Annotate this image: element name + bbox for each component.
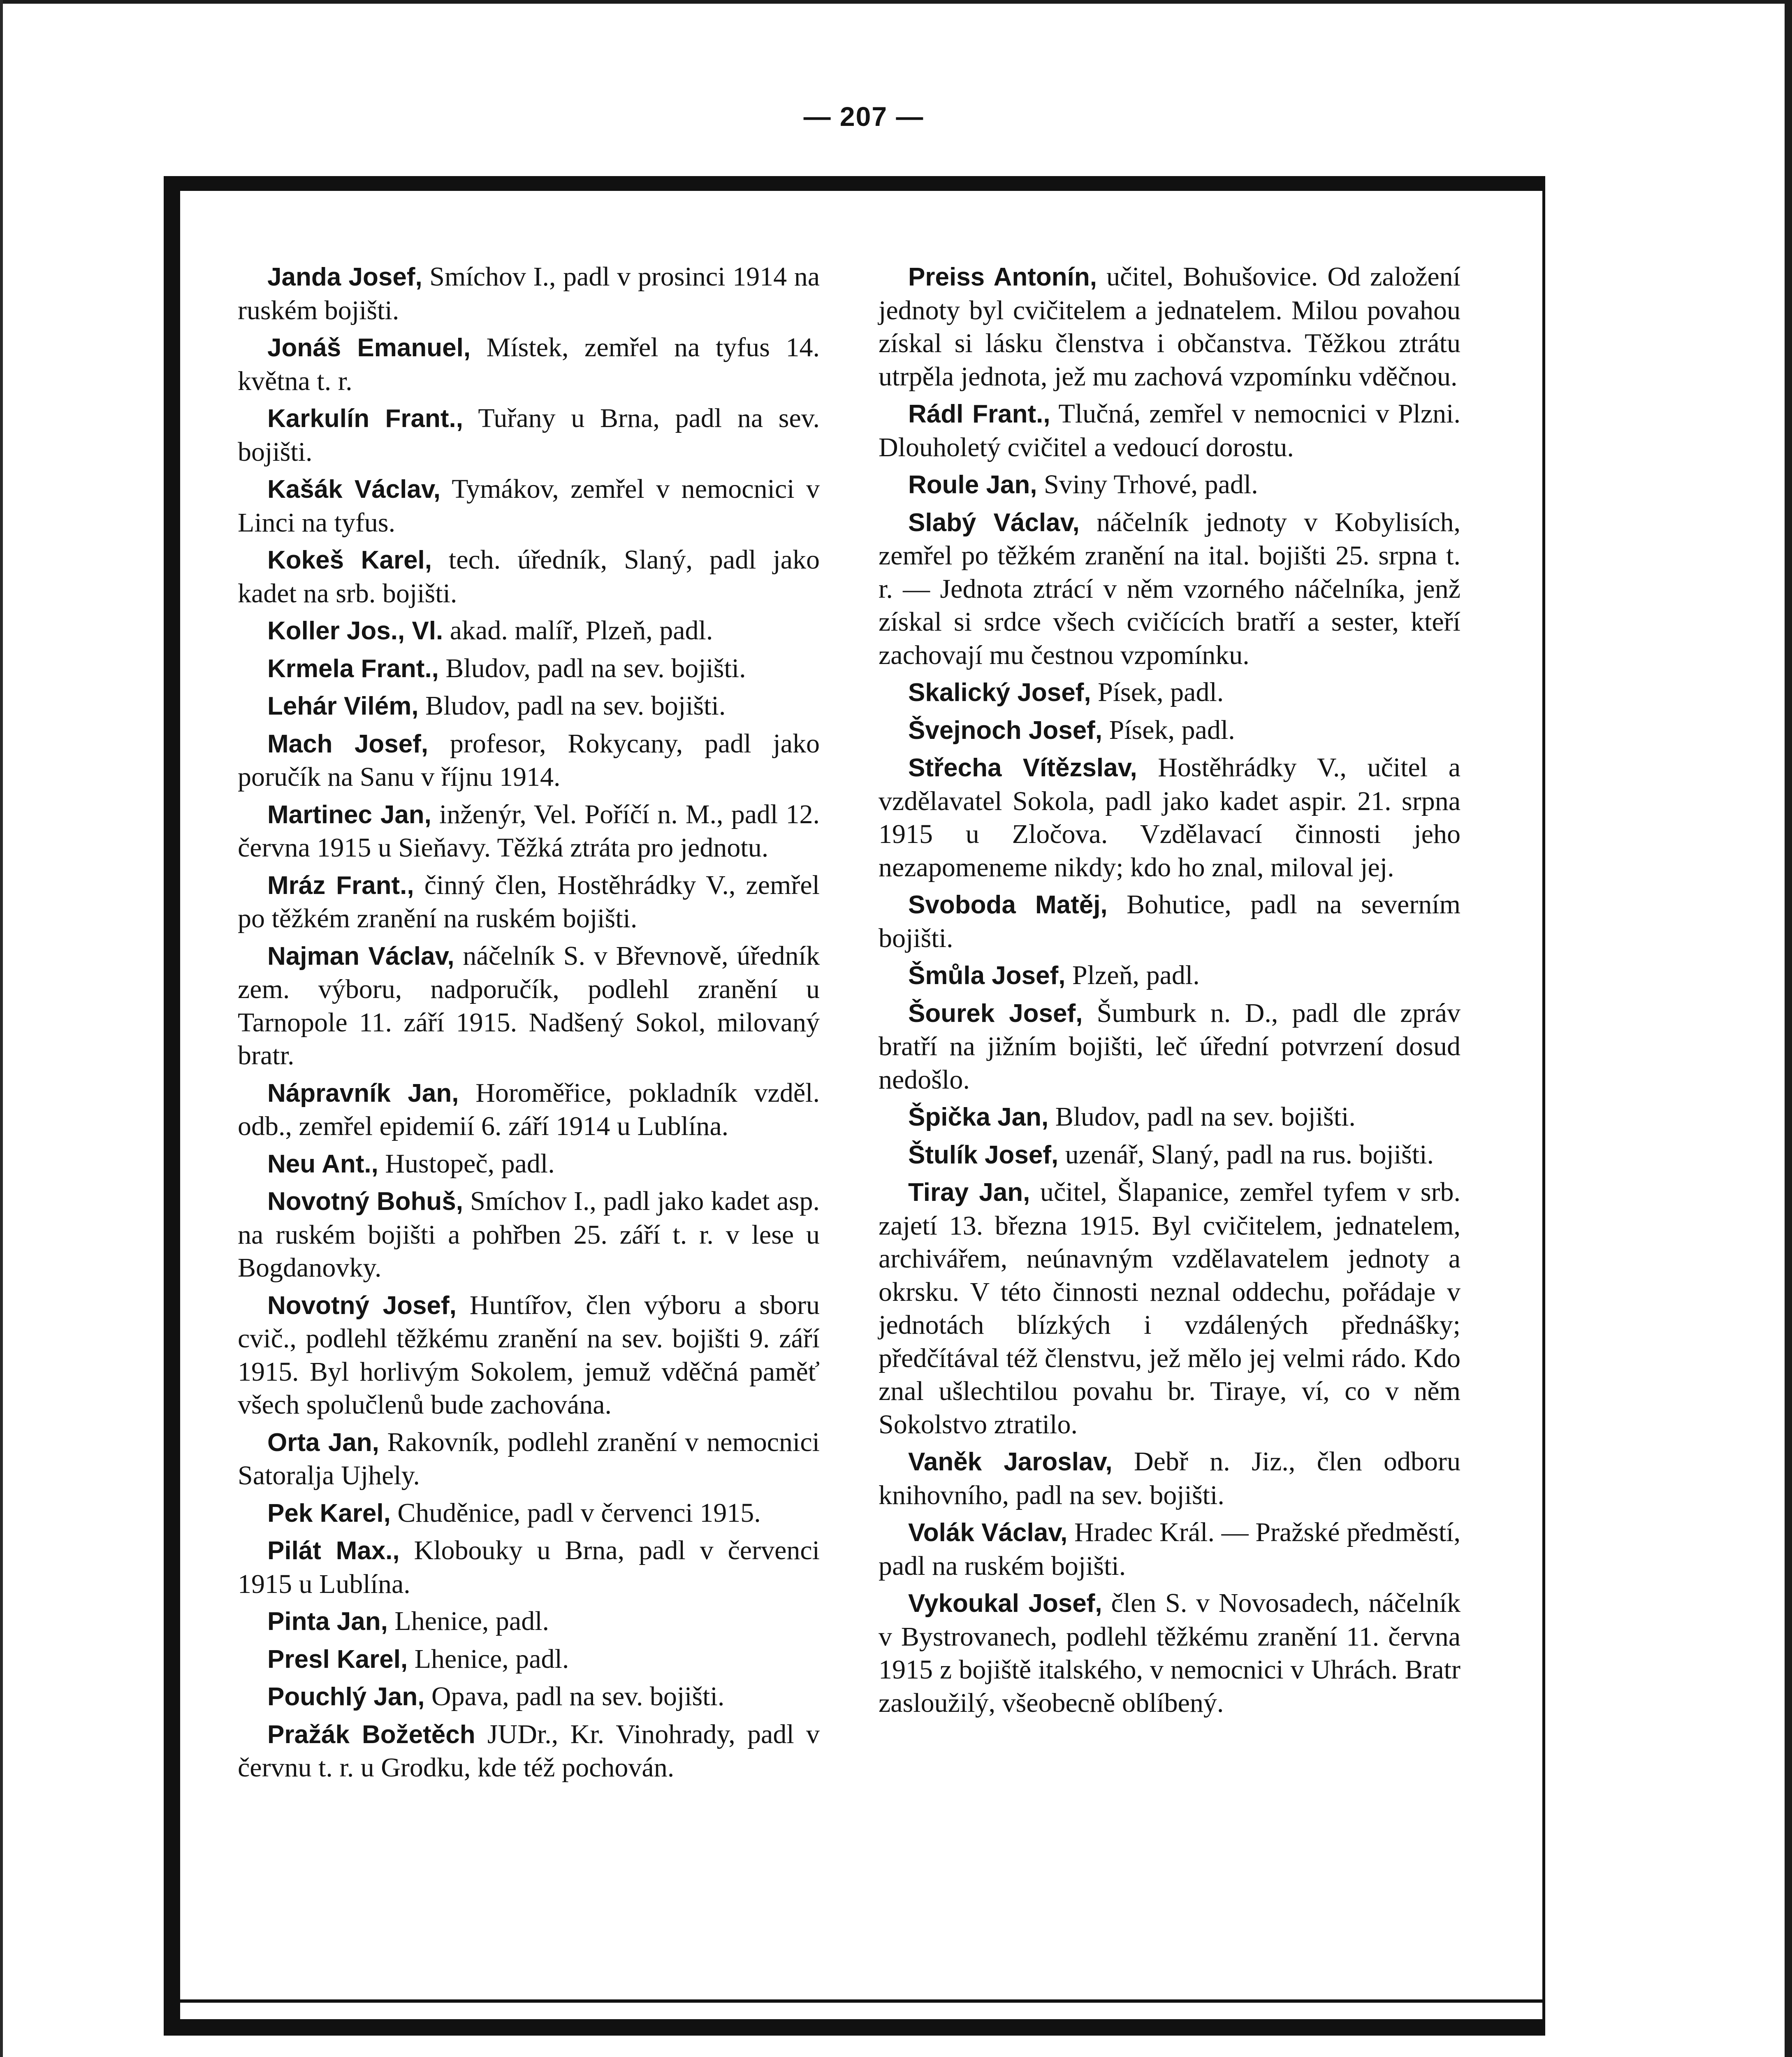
obituary-entry [238, 1426, 820, 1493]
entry-text: Místek, zemřel na tyfus 14. května t. r. [238, 332, 820, 396]
obituary-entry [238, 1605, 820, 1639]
obituary-entry [238, 1077, 820, 1143]
obituary-entry [238, 1534, 820, 1601]
entry-text: Bludov, padl na sev. bojišti. [438, 653, 746, 683]
scan-edge-left [0, 0, 3, 2057]
obituary-entry [879, 959, 1460, 993]
obituary-entry [238, 614, 820, 648]
entry-text: uzenář, Slaný, padl na rus. bojišti. [1058, 1139, 1434, 1170]
entry-text: náčelník jednoty v Kobylisích, zemřel po těžkém zranění na ital. bojišti 25. srpna t. r. — Jednota ztrácí v něm vzorného náčelníka, jenž získal si srdce všech cvičících bratří a sester, kteří zachovají mu čestnou vzpomínku. [879, 507, 1460, 670]
entry-text: Plzeň, padl. [1065, 960, 1200, 990]
page-number: — 207 — [803, 101, 924, 132]
entry-name: Vaněk Jaroslav, [908, 1448, 1113, 1476]
scan-edge-top [0, 0, 1792, 4]
obituary-entry [238, 1643, 820, 1676]
entry-name: Slabý Václav, [908, 508, 1080, 537]
obituary-entry [238, 798, 820, 865]
entry-name: Šmůla Josef, [908, 961, 1066, 990]
entry-name: Skalický Josef, [908, 678, 1091, 707]
obituary-entry [238, 869, 820, 936]
scan-edge-right [1785, 0, 1792, 2057]
entry-text: Tuřany u Brna, padl na sev. bojišti. [238, 403, 820, 467]
entry-text: Chuděnice, padl v červenci 1915. [390, 1497, 761, 1528]
obituary-entry [238, 402, 820, 469]
entry-name: Pinta Jan, [267, 1607, 388, 1636]
frame-bottom-rule [179, 1999, 1545, 2003]
entry-name: Novotný Bohuš, [267, 1187, 463, 1216]
entry-text: učitel, Bohušovice. Od založení jednoty byl cvičitelem a jednatelem. Milou povahou získal si lásku členstva i občanstva. Těžkou ztrátu utrpěla jednota, jež mu zachová vzpomínku vděčnou. [879, 262, 1460, 392]
entry-name: Švejnoch Josef, [908, 716, 1103, 745]
entry-name: Nápravník Jan, [267, 1079, 459, 1107]
obituary-entry [238, 652, 820, 686]
entry-text: Tlučná, zemřel v nemocnici v Plzni. Dlouholetý cvičitel a vedoucí dorostu. [879, 399, 1460, 462]
obituary-entry [238, 543, 820, 610]
entry-text: inženýr, Vel. Poříčí n. M., padl 12. června 1915 u Sieňavy. Těžká ztráta pro jednotu. [238, 799, 820, 863]
entry-name: Najman Václav, [267, 942, 454, 970]
obituary-entry [238, 727, 820, 794]
entry-name: Koller Jos., Vl. [267, 617, 443, 645]
obituary-entry [879, 1587, 1460, 1720]
obituary-entry [879, 468, 1460, 502]
entry-name: Volák Václav, [908, 1518, 1068, 1547]
entry-name: Karkulín Frant., [267, 404, 463, 433]
obituary-entry [238, 690, 820, 723]
right-column [879, 260, 1460, 1724]
entry-text: Lhenice, padl. [387, 1606, 549, 1636]
entry-name: Šourek Josef, [908, 999, 1083, 1028]
obituary-entry [879, 1445, 1460, 1512]
obituary-entry [879, 1100, 1460, 1134]
entry-name: Janda Josef, [267, 263, 422, 291]
entry-text: učitel, Šlapanice, zemřel tyfem v srb. zajetí 13. března 1915. Byl cvičitelem, jednatelem, archivářem, neúnavným vzdělavatelem jednoty a okrsku. V této činnosti neznal oddechu, pořádaje v jednotách blízkých i vzdálených přednášky; předčítával též členstvu, jež mělo jej velmi rádo. Kdo znal ušlechtilou povahu br. Tiraye, ví, co v něm Sokolstvo ztratilo. [879, 1177, 1460, 1439]
obituary-entry [879, 260, 1460, 393]
entry-name: Krmela Frant., [267, 654, 439, 683]
left-column [238, 260, 820, 1789]
entry-text: tech. úředník, Slaný, padl jako kadet na srb. bojišti. [238, 545, 820, 608]
obituary-entry [238, 260, 820, 327]
entry-text: Bohutice, padl na severním bojišti. [879, 889, 1460, 953]
entry-text: JUDr., Kr. Vinohrady, padl v červnu t. r. u Grodku, kde též pochován. [238, 1719, 820, 1783]
obituary-entry [238, 1289, 820, 1422]
entry-name: Střecha Vítězslav, [908, 754, 1137, 782]
entry-text: Hostěhrádky V., učitel a vzdělavatel Sokola, padl jako kadet aspir. 21. srpna 1915 u Zločova. Vzdělavací činnosti jeho nezapomeneme nikdy; kdo ho znal, miloval jej. [879, 752, 1461, 882]
entry-text: Hradec Král. — Pražské předměstí, padl na ruském bojišti. [879, 1517, 1460, 1581]
obituary-entry [879, 888, 1460, 955]
entry-text: Klobouky u Brna, padl v červenci 1915 u Lublína. [238, 1535, 820, 1599]
entry-name: Novotný Josef, [267, 1291, 457, 1320]
obituary-entry [238, 940, 820, 1073]
obituary-entry [879, 1138, 1460, 1172]
entry-name: Pražák Božetěch [267, 1720, 475, 1749]
entry-text: Smíchov I., padl jako kadet asp. na ruském bojišti a pohřben 25. září t. r. v lese u Bogdanovky. [238, 1186, 820, 1283]
obituary-entry [879, 714, 1460, 748]
obituary-entry [879, 751, 1460, 884]
entry-name: Presl Karel, [267, 1645, 408, 1674]
entry-name: Pek Karel, [267, 1499, 391, 1528]
obituary-entry [238, 1497, 820, 1530]
obituary-entry [238, 1680, 820, 1714]
entry-name: Rádl Frant., [908, 400, 1050, 428]
obituary-entry [238, 473, 820, 539]
entry-text: Sviny Trhové, padl. [1037, 469, 1258, 499]
entry-text: Smíchov I., padl v prosinci 1914 na ruském bojišti. [238, 262, 820, 325]
entry-text: Bludov, padl na sev. bojišti. [418, 691, 726, 721]
entry-text: Tymákov, zemřel v nemocnici v Linci na tyfus. [238, 474, 820, 538]
entry-name: Lehár Vilém, [267, 692, 419, 720]
entry-text: Písek, padl. [1102, 715, 1235, 745]
obituary-entry [879, 506, 1460, 672]
entry-name: Preiss Antonín, [908, 263, 1097, 291]
entry-text: Debř n. Jiz., člen odboru knihovního, padl na sev. bojišti. [879, 1446, 1461, 1510]
entry-text: náčelník S. v Břevnově, úředník zem. výboru, nadporučík, podlehl zranění u Tarnopole 11. září 1915. Nadšený Sokol, milovaný bratr. [238, 940, 820, 1070]
entry-name: Roule Jan, [908, 471, 1037, 499]
entry-text: Písek, padl. [1091, 677, 1224, 707]
entry-name: Kokeš Karel, [267, 546, 432, 574]
entry-name: Pilát Max., [267, 1537, 400, 1565]
entry-name: Kašák Václav, [267, 475, 440, 504]
entry-text: akad. malíř, Plzeň, padl. [443, 615, 713, 645]
obituary-entry [238, 1147, 820, 1181]
entry-text: Lhenice, padl. [408, 1644, 569, 1674]
entry-text: Huntířov, člen výboru a sboru cvič., podlehl těžkému zranění na sev. bojišti 9. září 1915. Byl horlivým Sokolem, jemuž vděčná paměť všech spolučlenů bude zachována. [238, 1290, 820, 1420]
entry-text: Rakovník, podlehl zranění v nemocnici Satoralja Ujhely. [238, 1427, 820, 1491]
obituary-entry [879, 1516, 1460, 1583]
obituary-entry [879, 676, 1460, 710]
obituary-entry [879, 997, 1460, 1097]
obituary-entry [238, 1185, 820, 1285]
entry-name: Štulík Josef, [908, 1140, 1059, 1169]
entry-name: Mráz Frant., [267, 871, 414, 900]
entry-text: Bludov, padl na sev. bojišti. [1048, 1102, 1356, 1132]
obituary-entry [879, 397, 1460, 464]
entry-name: Špička Jan, [908, 1103, 1049, 1131]
entry-text: člen S. v Novosadech, náčelník v Bystrovanech, podlehl těžkému zranění 11. června 1915 z bojiště italského, v nemocnici v Uhrách. Bratr zasloužilý, všeobecně oblíbený. [879, 1588, 1460, 1718]
entry-name: Martinec Jan, [267, 800, 431, 829]
obituary-entry [238, 331, 820, 398]
entry-name: Mach Josef, [267, 729, 429, 758]
entry-text: Opava, padl na sev. bojišti. [424, 1681, 725, 1711]
entry-text: profesor, Rokycany, padl jako poručík na Sanu v říjnu 1914. [238, 728, 820, 792]
obituary-entry [238, 1718, 820, 1785]
entry-text: činný člen, Hostěhrádky V., zemřel po těžkém zranění na ruském bojišti. [238, 870, 820, 933]
entry-name: Jonáš Emanuel, [267, 334, 471, 362]
entry-text: Šumburk n. D., padl dle zpráv bratří na jižním bojišti, leč úřední potvrzení dosud nedošlo. [879, 998, 1460, 1095]
entry-name: Tiray Jan, [908, 1178, 1030, 1207]
entry-name: Orta Jan, [267, 1428, 379, 1457]
entry-name: Neu Ant., [267, 1149, 378, 1178]
obituary-entry [879, 1176, 1460, 1441]
entry-text: Horoměřice, pokladník vzděl. odb., zemřel epidemií 6. září 1914 u Lublína. [238, 1077, 820, 1141]
entry-name: Pouchlý Jan, [267, 1683, 425, 1711]
entry-text: Hustopeč, padl. [378, 1148, 555, 1179]
entry-name: Vykoukal Josef, [908, 1589, 1102, 1618]
entry-name: Svoboda Matěj, [908, 891, 1108, 919]
